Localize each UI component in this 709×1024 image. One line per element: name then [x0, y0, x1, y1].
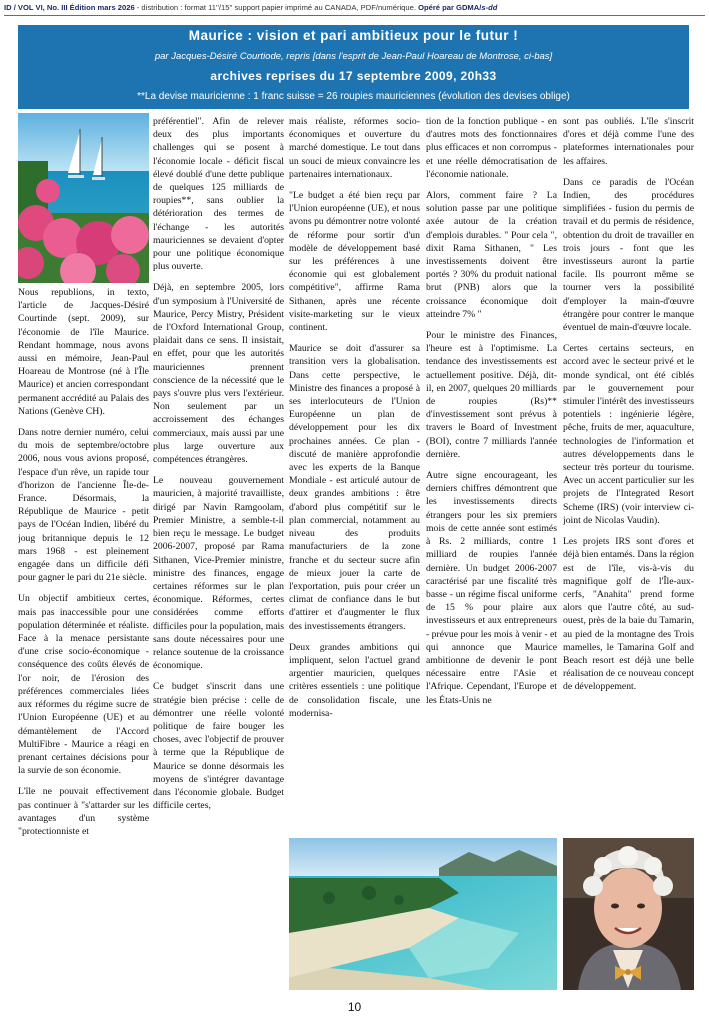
- page-number: 10: [347, 1000, 362, 1014]
- paragraph: Nous republions, in texto, l'article de Jacques-Désiré Courtinde (sept. 2009), sur l'économie de l'île Maurice. Rendant hommage, nous avons aussi en mémoire, Jean-Paul Hoareau de Montrose (né à l'Île Maurice) et ancien correspondant permanent accrédité au Palais des Nations (Genève CH).: [18, 287, 149, 417]
- paragraph: Les projets IRS sont d'ores et déjà bien entamés. Dans la région est de l'île, vis-à-vis du magnifique golf de l'Île-aux-cerfs, "Anahita" prend forme alors que l'autre côté, au sud-ouest, près de la baie du Tamarin, au pied de la montagne des Trois mamelles, le Tamarina Golf and Beach resort est déjà une belle réalisation de ce nouveau concept de développement.: [563, 536, 694, 693]
- header-rule: [4, 15, 705, 16]
- paragraph: Dans notre dernier numéro, celui du mois de septembre/octobre 2006, nous vous avions proposé, l'espace d'un rêve, un rapide tour d'horizon de l'ancienne Île-de-France. Désormais, la République de Maurice - petit pays de l'Océan Indien, libéré du joug britannique depuis le 12 mars 1968 - est pleinement engagée dans un difficile défi pour gagner le pari du 21e siècle.: [18, 427, 149, 584]
- paragraph: Pour le ministre des Finances, l'heure est à l'optimisme. La tendance des investissements est actuellement positive. Déjà, dit-il, en 2007, quelques 20 milliards de roupies (Rs)** d'investissement sont prévus à travers le Board of Investment (BOI), contre 7 milliards l'année dernière.: [426, 330, 557, 460]
- operator-tail: s-dd: [481, 3, 498, 12]
- portrait-photo: [563, 838, 694, 990]
- paragraph: tion de la fonction publique - en d'autres mots des fonctionnaires plus efficaces et non corrompus - et une réelle démocratisation de l'économie nationale.: [426, 116, 557, 180]
- currency-note: **La devise mauricienne : 1 franc suisse = 26 roupies mauriciennes (évolution des devises oblige): [137, 91, 570, 102]
- paragraph: Un objectif ambitieux certes, mais pas inaccessible pour une population déterminée et réaliste. Face à la menace persistante d'une crise socio-économique - conséquence des coûts élevés de l'or noir, de l'érosion des préférences commerciales liées aux réformes du régime sucre de l'Union Européenne (UE) et au démantèlement de l'Accord MultiFibre - Maurice a réagi en prenant certaines décisions pour la survie de son économie.: [18, 593, 149, 777]
- operator-label: Opéré par GDMA/: [418, 3, 482, 12]
- article-column-5: [563, 115, 694, 833]
- paragraph: Maurice se doit d'assurer sa transition vers la globalisation. Dans cette perspective, le Ministre des finances a proposé à ses interlocuteurs de l'Union Européenne un plan de développement pour les dix prochaines années. Ce plan - discuté de manière approfondie avec les experts de la Banque Mondiale - est articulé autour de deux grandes ambitions : être d'abord plus compétitif sur le plan commercial, notamment au niveau des produits manufacturiers de la zone franche et du secteur sucre afin de mieux jouer la carte de l'exportation, puis pour créer un climat de confiance dans le but d'attirer et d'augmenter le flux des investissements étrangers.: [289, 343, 420, 632]
- sailboats-photo: [18, 113, 149, 283]
- paragraph: Déjà, en septembre 2005, lors d'un symposium à l'Université de Maurice, Percy Mistry, Président de l'Oxford International Group, plaidait dans ce sens. Il insistait, en effet, pour que les autorités mauriciennes prennent conscience de la nécessité que le pays s'ouvre plus vers l'extérieur. Non seulement par un accroissement des échanges commerciaux, mais aussi par une plus large ouverture aux compétences étrangères.: [153, 282, 284, 466]
- paragraph: Deux grandes ambitions qui impliquent, selon l'actuel grand argentier mauricien, quelques critères essentiels : une politique de consolidation fiscale, une modernisa-: [289, 641, 420, 719]
- article-column-2: [153, 115, 284, 990]
- paragraph: Autre signe encourageant, les derniers chiffres démontrent que les investissements directs étrangers pour les six premiers mois de cette année sont estimés à Rs. 2 milliards, contre 1 milliard de roupies l'année dernière. Un budget 2006-2007 caractérisé par une fiscalité très basse - un régime fiscal uniforme de 15 % pour plaire aux investisseurs et aux entrepreneurs - prévue pour les mois à venir - et qui annonce que Maurice ambitionne de devenir le pont nécessaire entre l'Asie et l'Afrique. Cependant, l'Europe et les États-Unis ne: [426, 470, 557, 706]
- lagoon-illustration: [289, 838, 557, 990]
- paragraph: Certes certains secteurs, en accord avec le secteur privé et le monde syndical, ont été ciblés par le gouvernement pour stimuler l'intérêt des investisseurs potentiels : ingénierie légère, pêche, fruits de mer, aquaculture, technologies de l'information et autres développements dans le secteur très porteur du tourisme. Avec un accent particulier sur les projets de l'Integrated Resort Scheme (IRS) (voir interview ci-joint de Nicolas Vaudin).: [563, 343, 694, 526]
- paragraph: mais réaliste, réformes socio-économiques et ouverture du marché domestique. Le tout dans un souci de mieux convaincre les partenaires internationaux.: [289, 116, 420, 180]
- lagoon-photo: [289, 838, 557, 990]
- paragraph: Dans ce paradis de l'Océan Indien, des procédures simplifiées - fusion du permis de travail et du permis de résidence, obtention du droit de travailler en trois jours - font que les investisseurs auront la partie facile. Ils pourront même se tourner vers la possibilité d'employer la main-d'œuvre étrangère pour contrer le manque éventuel de main-d'œuvre locale.: [563, 176, 694, 334]
- article-column-3: [289, 115, 420, 833]
- issue-label: ID / VOL VI, No. III Édition mars 2026: [4, 3, 135, 12]
- title-banner: [18, 25, 689, 109]
- paragraph: L'île ne pouvait effectivement pas continuer à "s'attarder sur les avantages d'un système "protectionniste et: [18, 786, 149, 837]
- archive-date: archives reprises du 17 septembre 2009, 20h33: [210, 69, 497, 83]
- article-byline: par Jacques-Désiré Courtiode, repris [dans l'esprit de Jean-Paul Hoareau de Montrose, ci-bas]: [154, 51, 553, 62]
- sailboats-illustration: [18, 113, 149, 283]
- paragraph: préférentiel". Afin de relever deux des plus importants challenges qui se posent à l'économie locale - déficit fiscal élevé doublé d'une dette publique de quelques 125 milliards de roupies**, sans oublier la détérioration des termes de l'échange - les autorités mauriciennes se devaient d'opter pour une politique économique plus ouverte.: [153, 116, 284, 273]
- portrait-illustration: [563, 838, 694, 990]
- article-column-1: [18, 286, 149, 990]
- article-title: Maurice : vision et pari ambitieux pour le futur !: [188, 28, 519, 43]
- issue-header: [4, 3, 705, 12]
- article-column-4: [426, 115, 557, 833]
- distribution-note: - distribution : format 11''/15'' support papier imprimé au CANADA, PDF/numérique.: [134, 3, 419, 12]
- paragraph: Le nouveau gouvernement mauricien, à majorité travailliste, dirigé par Navin Ramgoolam, Premier Ministre, a semble-t-il bien reçu le message. Le budget 2006-2007, proposé par Rama Sithanen, Vice-Premier ministre, ministre des finances, engage certaines réformes sur le plan économique. Réformes, certes considérées comme efforts difficiles pour la population, mais sans doute nécessaires pour une relance soutenue de la croissance économique.: [153, 475, 284, 672]
- paragraph: Ce budget s'inscrit dans une stratégie bien précise : celle de démontrer une réelle volonté politique de faire bouger les choses, avec l'objectif de prouver à terme que la République de Maurice se donne désormais les moyens de s'intégrer davantage dans l'économie globale. Budget difficile certes,: [153, 681, 284, 812]
- paragraph: Alors, comment faire ? La solution passe par une politique axée autour de la création d'emplois durables. " Pour cela ", dixit Rama Sithanen, " Les investissements doivent être portés ? 30% du produit national brut (PNB) alors que la croissance économique doit atteindre 7% ": [426, 190, 557, 320]
- paragraph: sont pas oubliés. L'île s'inscrit d'ores et déjà comme l'une des plateformes internationales pour les affaires.: [563, 116, 694, 167]
- paragraph: "Le budget a été bien reçu par l'Union européenne (UE), et nous avons pu démontrer notre volonté de réforme pour sortir d'un modèle de développement basé sur les préférences à une économie qui est globalement compétitive", affirme Rama Sithanen, après une récente visite-marketing sur le vieux continent.: [289, 190, 420, 334]
